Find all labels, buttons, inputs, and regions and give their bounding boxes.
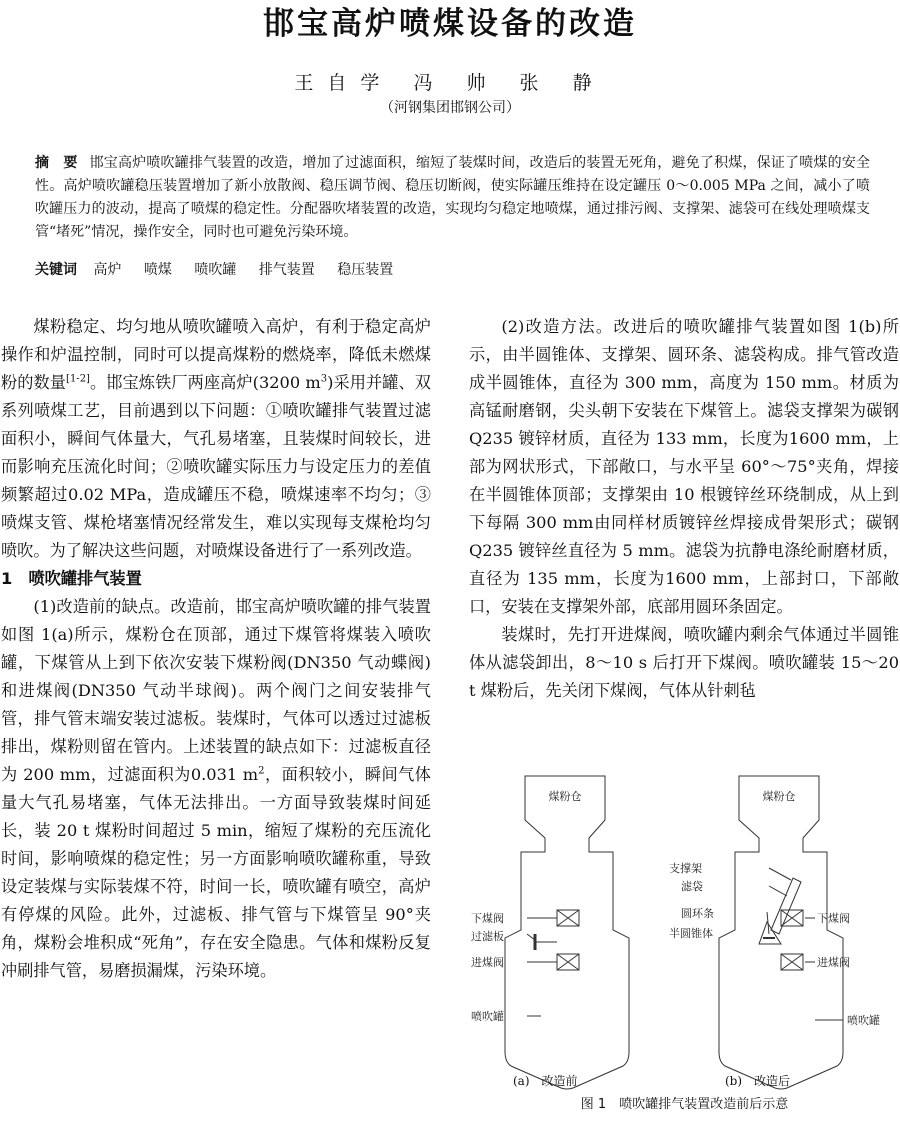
bin-label-after: 煤粉仓 — [762, 790, 796, 803]
keyword: 排气装置 — [258, 262, 315, 278]
tank-after-outline — [719, 776, 843, 1089]
loading-paragraph: 装煤时，先打开进煤阀，喷吹罐内剩余气体通过半圆锥体从滤袋卸出，8～10 s 后打开下煤阀。喷吹罐装 15～20 t 煤粉后，先关闭下煤阀，气体从针刺毡 — [469, 625, 899, 700]
bin-label-before: 煤粉仓 — [548, 790, 582, 803]
label-penchuiguan-before: 喷吹罐 — [471, 1010, 504, 1023]
abstract-text: 邯宝高炉喷吹罐排气装置的改造，增加了过滤面积，缩短了装煤时间，改造后的装置无死角，避免了积煤，保证了喷煤的安全性。高炉喷吹罐稳压装置增加了新小放散阀、稳压调节阀、稳压切断阀，使实际罐压维持在设定罐压 0～0.005 MPa 之间，减小了喷吹罐压力的波动，提高了喷煤的稳定性。分配器吹堵装置的改造，实现均匀稳定地喷煤，通过排污阀、支撑架、滤袋可在线处理喷煤支管“堵死”情况，操作安全，同时也可避免污染环境。 — [35, 155, 871, 240]
tank-before-outline — [505, 776, 629, 1089]
intro-text-b: 。邯宝炼铁厂两座高炉(3200 m — [89, 373, 321, 392]
intro-paragraph — [1, 313, 431, 565]
label-xiameifa-before: 下煤阀 — [471, 912, 504, 925]
abstract-label: 摘 要 — [35, 155, 78, 171]
right-column — [469, 313, 899, 705]
subcaption-after: (b) 改造后 — [725, 1074, 791, 1088]
abstract — [35, 152, 870, 244]
label-jinmeifa-before: 进煤阀 — [471, 956, 504, 969]
label-yuanhuantiao: 圆环条 — [681, 907, 714, 920]
subcaption-before: (a) 改造前 — [513, 1074, 578, 1088]
section1-text-b: ，面积较小，瞬间气体量大气孔易堵塞，气体无法排出。一方面导致装煤时间延长，装 20 t 煤粉时间超过 5 min，缩短了煤粉的充压流化时间，影响喷煤的稳定性；另一方面影响喷吹罐称重，导致设定装煤与实际装煤不符，时间一长，喷吹罐有喷空，高炉有停煤的风险。此外，过滤板、排气管与下煤管呈 90°夹角，煤粉会堆积成“死角”，存在安全隐患。气体和煤粉反复冲刷排气管，易磨损漏煤，污染环境。 — [1, 765, 431, 980]
keyword: 稳压装置 — [337, 262, 394, 278]
section-heading: 1 喷吹罐排气装置 — [1, 569, 142, 588]
keywords-label: 关键词 — [35, 262, 77, 278]
superscript: 3 — [320, 373, 328, 385]
citation-ref: [1-2] — [66, 373, 90, 385]
section1-paragraph — [1, 593, 431, 985]
figure-caption: 图 1 喷吹罐排气装置改造前后示意 — [580, 1097, 789, 1112]
figure-1 — [469, 762, 900, 1132]
superscript: 2 — [258, 765, 265, 777]
figure-diagram — [469, 762, 900, 1092]
intro-text-c: )采用并罐、双系列喷煤工艺，目前遇到以下问题：①喷吹罐排气装置过滤面积小，瞬间气体量大，气孔易堵塞，且装煤时间较长，进而影响充压流化时间；②喷吹罐实际压力与设定压力的差值频繁超过0.02 MPa，造成罐压不稳，喷煤速率不均匀；③喷煤支管、煤枪堵塞情况经常发生，难以实现每支煤枪均匀喷吹。为了解决这些问题，对喷煤设备进行了一系列改造。 — [1, 373, 431, 560]
section1-text-a: (1)改造前的缺点。改造前，邯宝高炉喷吹罐的排气装置如图 1(a)所示，煤粉仓在顶部，通过下煤管将煤装入喷吹罐，下煤管从上到下依次安装下煤粉阀(DN350 气动蝶阀)和进煤阀(DN350 气动半球阀)。两个阀门之间安装排气管，排气管末端安装过滤板。装煤时，气体可以透过过滤板排出，煤粉则留在管内。上述装置的缺点如下：过滤板直径为 200 mm，过滤面积为0.031 m — [1, 597, 431, 784]
keywords — [35, 259, 870, 281]
label-zhichengjia: 支撑架 — [669, 862, 702, 875]
label-banyuanzhuiti: 半圆锥体 — [669, 927, 713, 940]
left-column — [1, 313, 431, 985]
affiliation: （河钢集团邯钢公司） — [380, 100, 520, 116]
authors: 王自学 冯 帅 张 静 — [294, 72, 606, 94]
keyword: 高炉 — [93, 262, 122, 278]
label-penchuiguan-after: 喷吹罐 — [847, 1014, 880, 1027]
label-lvdai: 滤袋 — [681, 880, 703, 893]
keyword: 喷煤 — [143, 262, 172, 278]
intro-text-a: 煤粉稳定、均匀地从喷吹罐喷入高炉，有利于稳定高炉操作和炉温控制，同时可以提高煤粉的燃烧率，降低未燃煤粉的数量 — [1, 317, 431, 392]
label-jinmeifa-after: 进煤阀 — [817, 956, 850, 969]
label-guolvban: 过滤板 — [471, 930, 504, 943]
method-paragraph: (2)改造方法。改进后的喷吹罐排气装置如图 1(b)所示，由半圆锥体、支撑架、圆环条、滤袋构成。排气管改造成半圆锥体，直径为 300 mm，高度为 150 mm。材质为高锰耐磨钢，尖头朝下安装在下煤管上。滤袋支撑架为碳钢 Q235 镀锌材质，直径为 133 mm，长度为1600 mm，上部为网状形式，下部敞口，与水平呈 60°～75°夹角，焊接在半圆锥体顶部；支撑架由 10 根镀锌丝环绕制成，从上到下每隔 300 mm由同样材质镀锌丝焊接成骨架形式；碳钢 Q235 镀锌丝直径为 5 mm。滤袋为抗静电涤纶耐磨材质，直径为 135 mm，长度为1600 mm，上部封口，下部敞口，安装在支撑架外部，底部用圆环条固定。 — [469, 317, 899, 616]
keyword: 喷吹罐 — [194, 262, 237, 278]
label-xiameifa-after: 下煤阀 — [817, 912, 850, 925]
paper-title: 邯宝高炉喷煤设备的改造 — [263, 6, 637, 42]
